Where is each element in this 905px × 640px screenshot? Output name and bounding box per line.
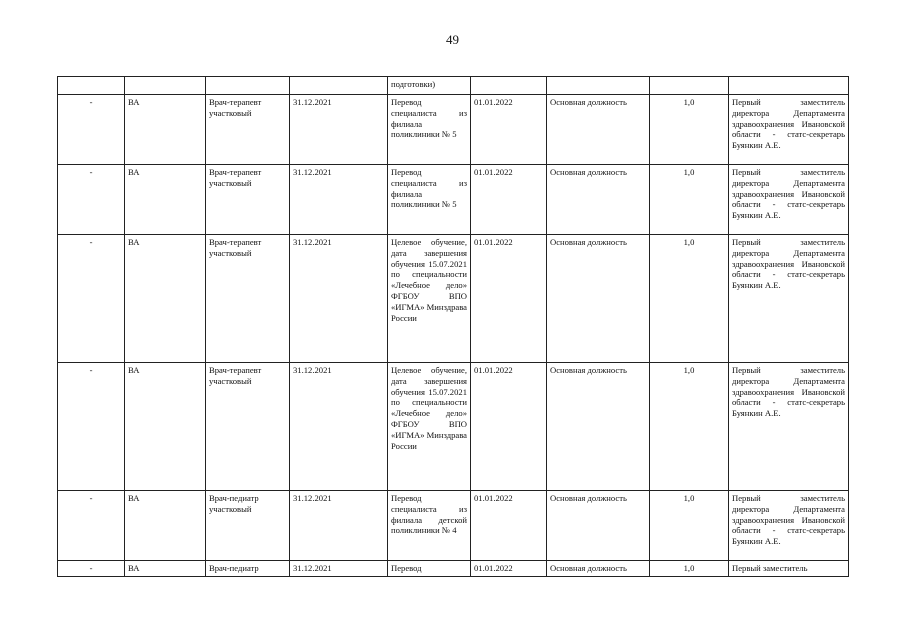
code-cell: ВА — [125, 235, 206, 363]
rate-cell: 1,0 — [650, 561, 729, 577]
job-type-cell: Основная должность — [547, 561, 650, 577]
staffing-table — [57, 76, 849, 577]
start-date-cell: 01.01.2022 — [471, 561, 547, 577]
table-row — [58, 235, 849, 363]
date-cell: 31.12.2021 — [290, 235, 388, 363]
job-type-cell: Основная должность — [547, 95, 650, 165]
table-row — [58, 165, 849, 235]
code-cell: ВА — [125, 165, 206, 235]
rate-cell: 1,0 — [650, 363, 729, 491]
job-type-cell: Основная должность — [547, 363, 650, 491]
cell-empty — [471, 77, 547, 95]
rate-cell: 1,0 — [650, 491, 729, 561]
basis-cell: Перевод — [388, 561, 471, 577]
job-type-cell: Основная должность — [547, 491, 650, 561]
row-marker: - — [58, 95, 125, 165]
position-cell: Врач-педиатр — [206, 561, 290, 577]
cell-empty — [547, 77, 650, 95]
date-cell: 31.12.2021 — [290, 561, 388, 577]
basis-cell: Перевод специалиста из филиала поликлиники № 5 — [388, 165, 471, 235]
cell-empty — [125, 77, 206, 95]
signer-cell: Первый заместитель директора Департамента здравоохранения Ивановской области - статс-секретарь Буянкин А.Е. — [729, 165, 849, 235]
rate-cell: 1,0 — [650, 95, 729, 165]
table-row — [58, 491, 849, 561]
rate-cell: 1,0 — [650, 165, 729, 235]
cell-empty — [290, 77, 388, 95]
row-marker: - — [58, 491, 125, 561]
basis-cell: Перевод специалиста из филиала поликлиники № 5 — [388, 95, 471, 165]
code-cell: ВА — [125, 561, 206, 577]
continuation-text-cell — [388, 77, 471, 95]
row-marker: - — [58, 363, 125, 491]
signer-cell: Первый заместитель — [729, 561, 849, 577]
start-date-cell: 01.01.2022 — [471, 363, 547, 491]
code-cell: ВА — [125, 363, 206, 491]
date-cell: 31.12.2021 — [290, 95, 388, 165]
page-number: 49 — [446, 32, 459, 47]
row-marker: - — [58, 235, 125, 363]
position-cell: Врач-педиатр участковый — [206, 491, 290, 561]
start-date-cell: 01.01.2022 — [471, 165, 547, 235]
continuation-row — [58, 77, 849, 95]
signer-cell: Первый заместитель директора Департамента здравоохранения Ивановской области - статс-секретарь Буянкин А.Е. — [729, 491, 849, 561]
basis-cell: Целевое обучение, дата завершения обучения 15.07.2021 по специальности «Лечебное дело» ФГБОУ ВПО «ИГМА» Минздрава России — [388, 363, 471, 491]
table-row — [58, 363, 849, 491]
date-cell: 31.12.2021 — [290, 363, 388, 491]
code-cell: ВА — [125, 491, 206, 561]
basis-cell: Перевод специалиста из филиала детской поликлиники № 4 — [388, 491, 471, 561]
signer-cell: Первый заместитель директора Департамента здравоохранения Ивановской области - статс-секретарь Буянкин А.Е. — [729, 235, 849, 363]
continuation-text: подготовки) — [391, 79, 436, 89]
position-cell: Врач-терапевт участковый — [206, 363, 290, 491]
cell-empty — [729, 77, 849, 95]
start-date-cell: 01.01.2022 — [471, 235, 547, 363]
table-row — [58, 95, 849, 165]
start-date-cell: 01.01.2022 — [471, 491, 547, 561]
date-cell: 31.12.2021 — [290, 165, 388, 235]
job-type-cell: Основная должность — [547, 235, 650, 363]
position-cell: Врач-терапевт участковый — [206, 235, 290, 363]
row-marker: - — [58, 165, 125, 235]
cell-empty — [650, 77, 729, 95]
job-type-cell: Основная должность — [547, 165, 650, 235]
signer-cell: Первый заместитель директора Департамента здравоохранения Ивановской области - статс-секретарь Буянкин А.Е. — [729, 95, 849, 165]
table-row — [58, 561, 849, 577]
signer-cell: Первый заместитель директора Департамента здравоохранения Ивановской области - статс-секретарь Буянкин А.Е. — [729, 363, 849, 491]
position-cell: Врач-терапевт участковый — [206, 95, 290, 165]
cell-empty — [58, 77, 125, 95]
cell-empty — [206, 77, 290, 95]
start-date-cell: 01.01.2022 — [471, 95, 547, 165]
basis-cell: Целевое обучение, дата завершения обучения 15.07.2021 по специальности «Лечебное дело» ФГБОУ ВПО «ИГМА» Минздрава России — [388, 235, 471, 363]
rate-cell: 1,0 — [650, 235, 729, 363]
row-marker: - — [58, 561, 125, 577]
code-cell: ВА — [125, 95, 206, 165]
position-cell: Врач-терапевт участковый — [206, 165, 290, 235]
date-cell: 31.12.2021 — [290, 491, 388, 561]
